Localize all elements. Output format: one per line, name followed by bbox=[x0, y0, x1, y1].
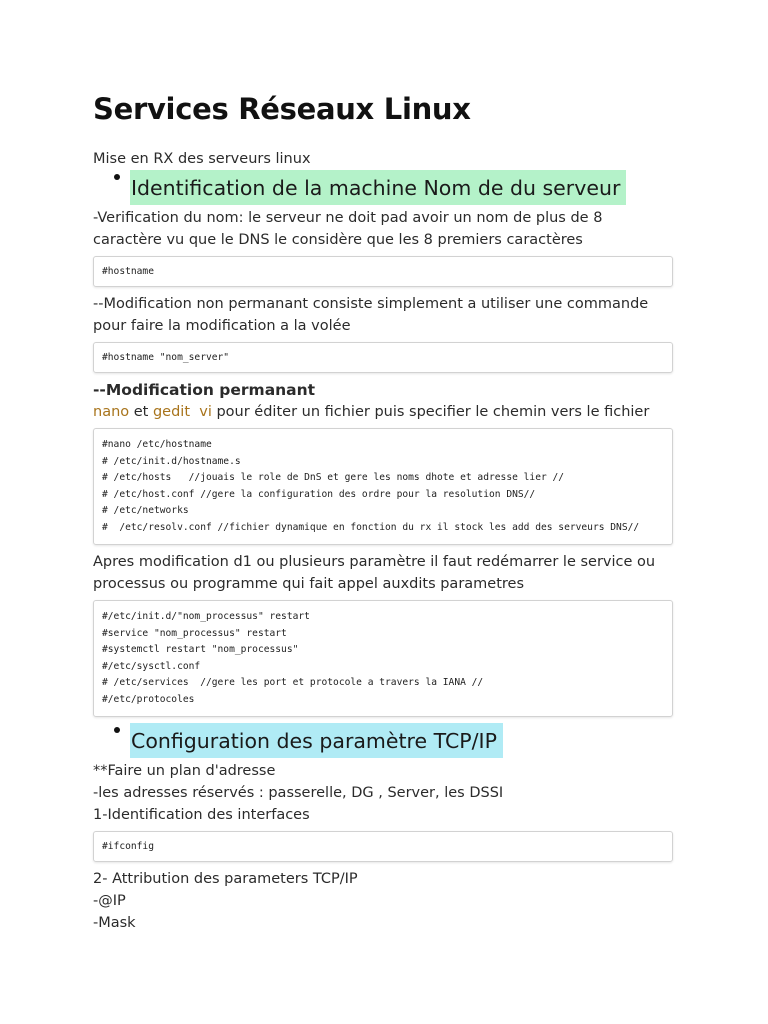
code-line: # /etc/resolv.conf //fichier dynamique en fonction du rx il stock les add des serveurs DNS// bbox=[102, 521, 640, 533]
code-line: # /etc/services //gere les port et protocole a travers la IANA // bbox=[102, 677, 484, 688]
editor-vi: vi bbox=[199, 404, 212, 420]
editors-paragraph bbox=[93, 401, 673, 423]
code-block-hostname bbox=[93, 256, 673, 287]
highlighted-heading: Configuration des paramètre TCP/IP bbox=[130, 723, 503, 758]
code-block-ifconfig bbox=[93, 831, 673, 862]
code-line: # /etc/networks bbox=[102, 505, 189, 516]
section-heading-tcpip bbox=[93, 723, 673, 760]
permanent-modification-heading: --Modification permanant bbox=[93, 381, 316, 399]
code-line: #nano /etc/hostname bbox=[102, 439, 212, 450]
text-line: -les adresses réservés : passerelle, DG , Server, les DSSI bbox=[93, 785, 504, 801]
bullet-icon bbox=[114, 727, 120, 733]
text-line: 2- Attribution des parameters TCP/IP bbox=[93, 871, 358, 887]
page-title: Services Réseaux Linux bbox=[93, 92, 471, 126]
tcpip-lines-b bbox=[93, 868, 673, 934]
code-line: #ifconfig bbox=[102, 841, 154, 852]
restart-paragraph: Apres modification d1 ou plusieurs paramètre il faut redémarrer le service ou processus ou programme qui fait appel auxdits parametres bbox=[93, 554, 656, 592]
text-line: -@IP bbox=[93, 893, 126, 909]
editor-gedit: gedit bbox=[152, 404, 191, 420]
code-block-restart bbox=[93, 600, 673, 717]
bullet-icon bbox=[114, 174, 120, 180]
code-line: #service "nom_processus" restart bbox=[102, 627, 287, 639]
editor-conjunction: et bbox=[129, 404, 153, 420]
section-heading-identification bbox=[93, 170, 673, 207]
code-line: #/etc/protocoles bbox=[102, 693, 195, 705]
code-line: #/etc/sysctl.conf bbox=[102, 660, 201, 672]
verification-paragraph: -Verification du nom: le serveur ne doit pad avoir un nom de plus de 8 caractère vu que le DNS le considère que les 8 premiers caractères bbox=[93, 210, 603, 248]
editors-rest: pour éditer un fichier puis specifier le chemin vers le fichier bbox=[211, 404, 650, 420]
code-line: #hostname "nom_server" bbox=[102, 352, 230, 363]
temp-modification-paragraph: --Modification non permanant consiste simplement a utiliser une commande pour faire la modification a la volée bbox=[93, 296, 649, 334]
code-line: # /etc/hosts //jouais le role de DnS et gere les noms dhote et adresse lier // bbox=[102, 472, 565, 483]
text-line: -Mask bbox=[93, 915, 136, 931]
code-line: #hostname bbox=[102, 266, 154, 277]
code-block-config-files bbox=[93, 428, 673, 545]
text-line: **Faire un plan d'adresse bbox=[93, 763, 276, 779]
code-line: # /etc/host.conf //gere la configuration des ordre pour la resolution DNS// bbox=[102, 488, 536, 500]
code-line: # /etc/init.d/hostname.s bbox=[102, 455, 241, 467]
subtitle: Mise en RX des serveurs linux bbox=[93, 151, 311, 167]
tcpip-lines-a bbox=[93, 760, 673, 826]
document-content bbox=[93, 88, 673, 934]
code-line: #systemctl restart "nom_processus" bbox=[102, 644, 299, 655]
code-block-hostname-set bbox=[93, 342, 673, 373]
text-line: 1-Identification des interfaces bbox=[93, 807, 310, 823]
highlighted-heading: Identification de la machine Nom de du serveur bbox=[130, 170, 626, 205]
code-line: #/etc/init.d/"nom_processus" restart bbox=[102, 611, 310, 622]
editor-nano: nano bbox=[93, 404, 130, 420]
